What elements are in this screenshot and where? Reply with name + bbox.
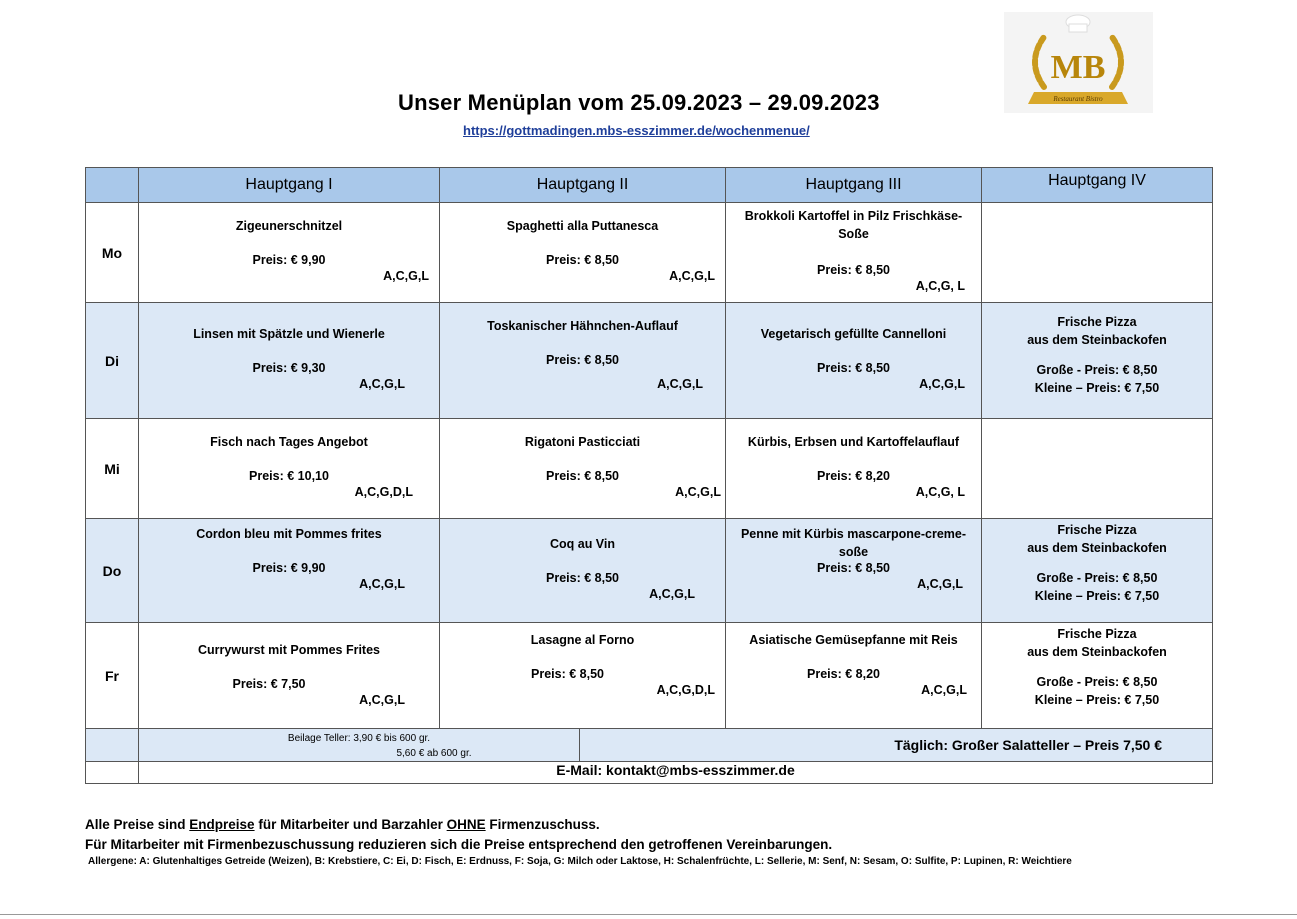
dish-name: Penne mit Kürbis mascarpone-creme-soße bbox=[740, 527, 967, 559]
dish-allergens: A,C,G,L bbox=[657, 377, 703, 391]
menu-cell bbox=[440, 303, 726, 419]
dish-allergens: A,C,G,L bbox=[359, 377, 405, 391]
menu-cell bbox=[139, 303, 440, 419]
dish-name: Brokkoli Kartoffel in Pilz Frischkäse-Soße bbox=[744, 209, 963, 241]
side-plate-info bbox=[139, 729, 580, 761]
pizza-line2: aus dem Steinbackofen bbox=[1027, 645, 1167, 659]
menu-cell bbox=[440, 419, 726, 519]
pizza-price-small: Kleine – Preis: € 7,50 bbox=[1034, 381, 1160, 395]
notes-text: Alle Preise sind bbox=[85, 817, 190, 832]
pizza-line2: aus dem Steinbackofen bbox=[1027, 333, 1167, 347]
pizza-line1: Frische Pizza bbox=[1057, 627, 1137, 641]
pizza-cell bbox=[982, 303, 1213, 419]
pizza-line1: Frische Pizza bbox=[1057, 315, 1137, 329]
dish-price: Preis: € 8,50 bbox=[817, 361, 890, 375]
dish-price: Preis: € 8,20 bbox=[817, 469, 890, 483]
menu-cell bbox=[139, 203, 440, 303]
pizza-price-large: Große - Preis: € 8,50 bbox=[1036, 571, 1158, 585]
notes-text: für Mitarbeiter und Barzahler bbox=[254, 817, 447, 832]
dish-price: Preis: € 8,50 bbox=[531, 667, 604, 681]
logo-script: Restaurant Bistro bbox=[1053, 95, 1103, 103]
dish-price: Preis: € 8,50 bbox=[546, 253, 619, 267]
pizza-line2: aus dem Steinbackofen bbox=[1027, 541, 1167, 555]
dish-price: Preis: € 9,90 bbox=[252, 561, 326, 575]
footer-empty bbox=[86, 762, 139, 784]
notes-endpreise: Endpreise bbox=[189, 817, 255, 832]
pizza-block bbox=[982, 623, 1212, 709]
dish-allergens: A,C,G,L bbox=[921, 683, 967, 697]
dish-allergens: A,C,G,D,L bbox=[354, 485, 413, 499]
dish-name: Lasagne al Forno bbox=[530, 633, 635, 647]
notes-text: Firmenzuschuss. bbox=[485, 817, 600, 832]
dish-price: Preis: € 8,50 bbox=[546, 571, 619, 585]
menu-cell bbox=[139, 519, 440, 623]
day-row-di bbox=[86, 303, 1213, 419]
footer-row-email bbox=[86, 762, 1213, 784]
menu-cell-empty bbox=[982, 419, 1213, 519]
day-label: Fr bbox=[86, 623, 139, 729]
day-label: Do bbox=[86, 519, 139, 623]
dish-price: Preis: € 8,50 bbox=[546, 353, 619, 367]
menu-cell bbox=[726, 623, 982, 729]
daily-salad: Täglich: Großer Salatteller – Preis 7,50 € bbox=[894, 737, 1162, 753]
pizza-line1: Frische Pizza bbox=[1057, 523, 1137, 537]
day-row-fr bbox=[86, 623, 1213, 729]
menu-cell bbox=[440, 623, 726, 729]
side-plate-line1: Beilage Teller: 3,90 € bis 600 gr. bbox=[287, 733, 431, 744]
pizza-block bbox=[982, 303, 1212, 397]
dish-name: Vegetarisch gefüllte Cannelloni bbox=[760, 327, 947, 341]
dish-allergens: A,C,G,L bbox=[383, 269, 429, 283]
dish-allergens: A,C,G,L bbox=[649, 587, 695, 601]
menu-cell bbox=[726, 203, 982, 303]
dish-allergens: A,C,G,L bbox=[359, 693, 405, 707]
dish-allergens: A,C,G,L bbox=[917, 577, 963, 591]
menu-cell-empty bbox=[982, 203, 1213, 303]
menu-url-link[interactable]: https://gottmadingen.mbs-esszimmer.de/wochenmenue/ bbox=[463, 123, 810, 138]
dish-name: Spaghetti alla Puttanesca bbox=[506, 219, 659, 233]
day-row-do bbox=[86, 519, 1213, 623]
dish-price: Preis: € 8,20 bbox=[807, 667, 880, 681]
dish-name: Fisch nach Tages Angebot bbox=[210, 435, 368, 449]
menu-cell bbox=[726, 419, 982, 519]
page-title: Unser Menüplan vom 25.09.2023 – 29.09.2023 bbox=[398, 90, 880, 115]
pizza-price-large: Große - Preis: € 8,50 bbox=[1036, 363, 1158, 377]
dish-price: Preis: € 8,50 bbox=[817, 561, 890, 575]
dish-price: Preis: € 8,50 bbox=[546, 469, 619, 483]
pizza-price-small: Kleine – Preis: € 7,50 bbox=[1034, 589, 1160, 603]
dish-allergens: A,C,G,L bbox=[359, 577, 405, 591]
page-divider bbox=[0, 914, 1297, 915]
menu-cell bbox=[139, 419, 440, 519]
contact-email[interactable]: E-Mail: kontakt@mbs-esszimmer.de bbox=[139, 762, 1213, 784]
dish-allergens: A,C,G,L bbox=[919, 377, 965, 391]
dish-allergens: A,C,G,L bbox=[669, 269, 715, 283]
dish-name: Zigeunerschnitzel bbox=[235, 219, 343, 233]
dish-name: Rigatoni Pasticciati bbox=[524, 435, 641, 449]
dish-name: Cordon bleu mit Pommes frites bbox=[196, 527, 382, 541]
footer-row-beilage bbox=[86, 729, 1213, 762]
pizza-block bbox=[982, 519, 1212, 605]
column-header: Hauptgang I bbox=[139, 168, 440, 203]
notes-line1 bbox=[85, 815, 832, 835]
dish-name: Coq au Vin bbox=[549, 537, 616, 551]
day-label: Mi bbox=[86, 419, 139, 519]
day-label: Mo bbox=[86, 203, 139, 303]
pizza-cell bbox=[982, 623, 1213, 729]
pizza-price-small: Kleine – Preis: € 7,50 bbox=[1034, 693, 1160, 707]
logo-monogram: MB bbox=[1050, 49, 1106, 86]
day-row-mo bbox=[86, 203, 1213, 303]
dish-price: Preis: € 8,50 bbox=[817, 263, 890, 277]
day-label: Di bbox=[86, 303, 139, 419]
column-header: Hauptgang II bbox=[440, 168, 726, 203]
side-plate-line2: 5,60 € ab 600 gr. bbox=[396, 748, 472, 759]
footer-empty bbox=[86, 729, 139, 762]
dish-price: Preis: € 9,90 bbox=[252, 253, 326, 267]
restaurant-logo bbox=[1004, 12, 1153, 113]
menu-cell bbox=[440, 519, 726, 623]
dish-allergens: A,C,G, L bbox=[915, 279, 965, 293]
pizza-price-large: Große - Preis: € 8,50 bbox=[1036, 675, 1158, 689]
dish-allergens: A,C,G,D,L bbox=[656, 683, 715, 697]
price-notes bbox=[85, 815, 832, 855]
dish-name: Kürbis, Erbsen und Kartoffelauflauf bbox=[747, 435, 960, 449]
dish-name: Currywurst mit Pommes Frites bbox=[198, 643, 380, 657]
column-header: Hauptgang III bbox=[726, 168, 982, 203]
dish-allergens: A,C,G, L bbox=[915, 485, 965, 499]
dish-price: Preis: € 10,10 bbox=[249, 469, 329, 483]
day-row-mi bbox=[86, 419, 1213, 519]
notes-line2: Für Mitarbeiter mit Firmenbezuschussung reduzieren sich die Preise entsprechend den getroffenen Vereinbarungen. bbox=[85, 837, 833, 852]
column-header: Hauptgang IV bbox=[982, 168, 1213, 203]
menu-cell bbox=[440, 203, 726, 303]
footer-cell bbox=[139, 729, 1213, 762]
menu-cell bbox=[726, 303, 982, 419]
pizza-cell bbox=[982, 519, 1213, 623]
notes-ohne: OHNE bbox=[446, 817, 486, 832]
dish-name: Linsen mit Spätzle und Wienerle bbox=[193, 327, 385, 341]
menu-cell bbox=[726, 519, 982, 623]
dish-name: Asiatische Gemüsepfanne mit Reis bbox=[749, 633, 958, 647]
header-empty bbox=[86, 168, 139, 203]
header-row bbox=[86, 168, 1213, 203]
dish-name: Toskanischer Hähnchen-Auflauf bbox=[487, 319, 678, 333]
menu-cell bbox=[139, 623, 440, 729]
menu-table bbox=[85, 167, 1213, 784]
dish-price: Preis: € 7,50 bbox=[232, 677, 306, 691]
dish-price: Preis: € 9,30 bbox=[252, 361, 326, 375]
dish-allergens: A,C,G,L bbox=[675, 485, 721, 499]
allergen-legend: Allergene: A: Glutenhaltiges Getreide (Weizen), B: Krebstiere, C: Ei, D: Fisch, E: Erdnuss, F: Soja, G: Milch oder Laktose, H: Schalenfrüchte, L: Sellerie, M: Senf, N: Sesam, O: Sulfite, P: Lupinen, R: Weichtiere bbox=[88, 856, 1072, 867]
